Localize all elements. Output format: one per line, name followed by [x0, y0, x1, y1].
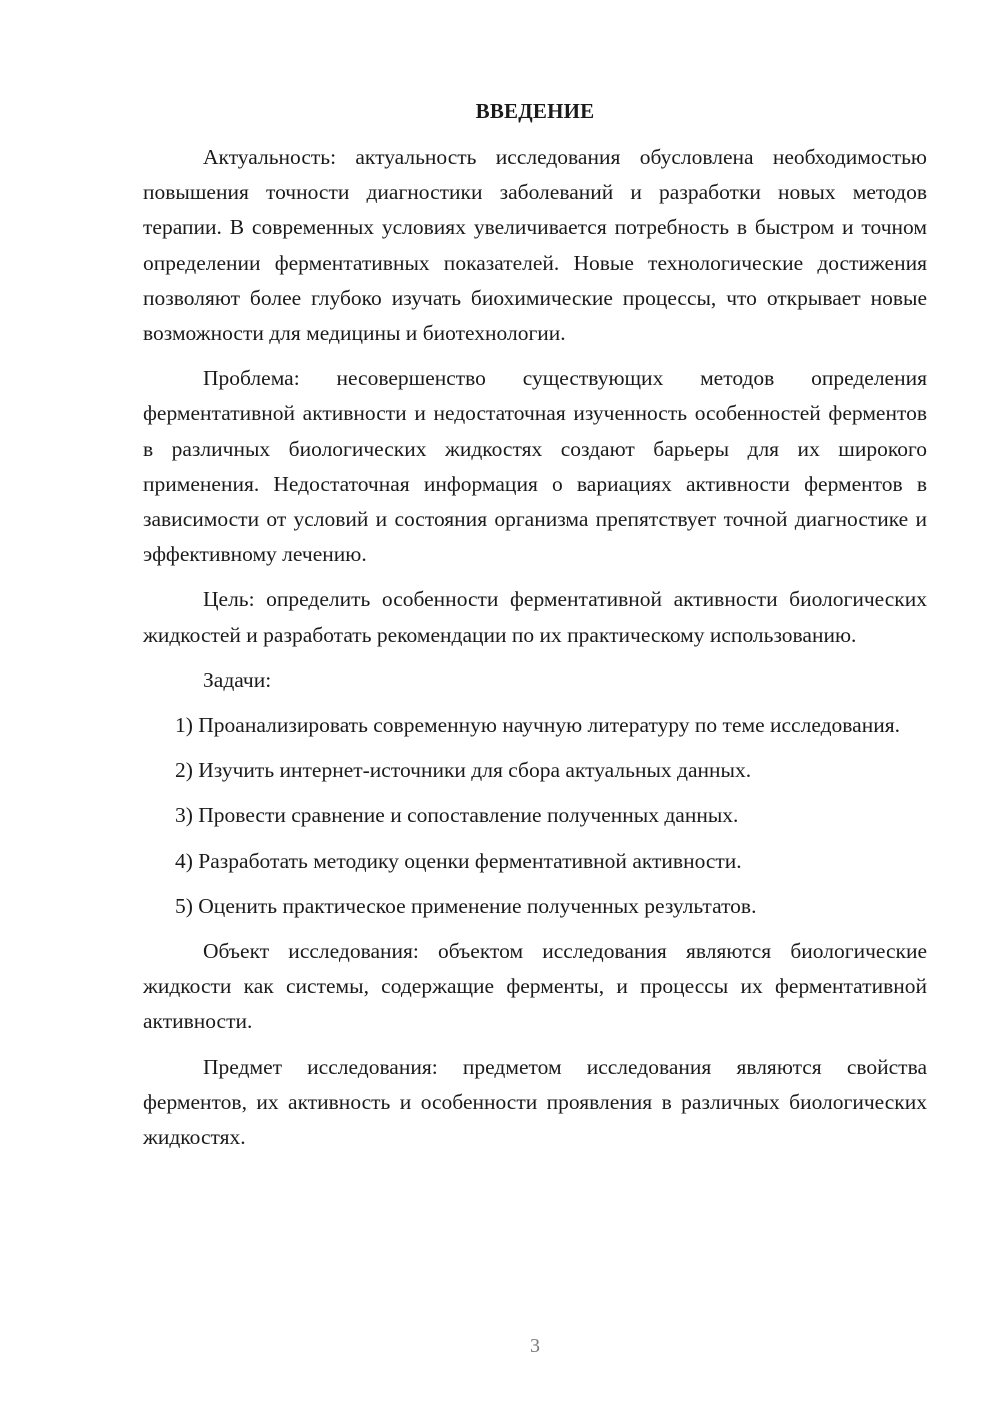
object-paragraph: Объект исследования: объектом исследования являются биологические жидкости как системы, содержащие ферменты, и процессы их ферментативной активности. [143, 939, 927, 1034]
task-list [143, 708, 927, 924]
page-title: ВВЕДЕНИЕ [475, 99, 595, 123]
page-content [143, 96, 927, 1165]
page-number: 3 [530, 1335, 540, 1357]
problem-paragraph: Проблема: несовершенство существующих методов определения ферментативной активности и недостаточная изученность особенностей ферментов в различных биологических жидкостях создают барьеры для их широкого применения. Недостаточная информация о вариациях активности ферментов в зависимости от условий и состояния организма препятствует точной диагностике и эффективному лечению. [143, 366, 927, 567]
task-item-2: 2) Изучить интернет-источники для сбора актуальных данных. [175, 758, 752, 783]
task-item-3: 3) Провести сравнение и сопоставление полученных данных. [175, 803, 739, 828]
goal-paragraph: Цель: определить особенности ферментативной активности биологических жидкостей и разработать рекомендации по их практическому использованию. [143, 587, 927, 647]
task-item-5: 5) Оценить практическое применение полученных результатов. [175, 893, 757, 918]
task-item-4: 4) Разработать методику оценки ферментативной активности. [175, 848, 742, 873]
tasks-heading: Задачи: [203, 667, 272, 692]
relevance-paragraph: Актуальность: актуальность исследования обусловлена необходимостью повышения точности диагностики заболеваний и разработки новых методов терапии. В современных условиях увеличивается потребность в быстром и точном определении ферментативных показателей. Новые технологические достижения позволяют более глубоко изучать биохимические процессы, что открывает новые возможности для медицины и биотехнологии. [143, 145, 927, 346]
task-item-1: 1) Проанализировать современную научную литературу по теме исследования. [175, 713, 900, 738]
subject-paragraph: Предмет исследования: предметом исследования являются свойства ферментов, их активность и особенности проявления в различных биологических жидкостях. [143, 1054, 927, 1150]
